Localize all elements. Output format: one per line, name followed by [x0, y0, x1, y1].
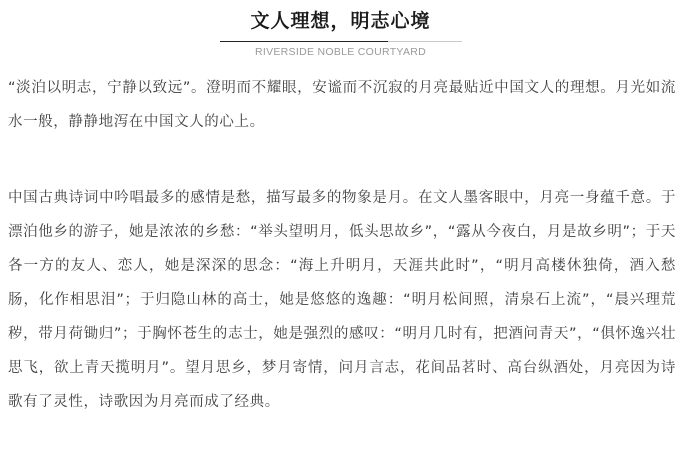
- title-divider-dark-segment: [220, 41, 388, 42]
- article-title: 文人理想，明志心境: [250, 10, 431, 32]
- title-divider: [220, 41, 462, 42]
- title-divider-light-segment: [388, 41, 462, 42]
- article-paragraph-intro: “淡泊以明志，宁静以致远”。澄明而不耀眼，安谧而不沉寂的月亮最贴近中国文人的理想。月光如流水一般，静静地泻在中国文人的心上。: [8, 80, 676, 130]
- article-header: [0, 0, 681, 62]
- article-subtitle: RIVERSIDE NOBLE COURTYARD: [254, 46, 427, 58]
- article-paragraph-body: 中国古典诗词中吟唱最多的感情是愁，描写最多的物象是月。在文人墨客眼中，月亮一身蕴千意。于漂泊他乡的游子，她是浓浓的乡愁：“举头望明月，低头思故乡”，“露从今夜白，月是故乡明”；于天各一方的友人、恋人，她是深深的思念：“海上升明月，天涯共此时”，“明月高楼休独倚，酒入愁肠，化作相思泪”；于归隐山林的高士，她是悠悠的逸趣：“明月松间照，清泉石上流”，“晨兴理荒秽，带月荷锄归”；于胸怀苍生的志士，她是强烈的感叹：“明月几时有，把酒问青天”，“俱怀逸兴壮思飞，欲上青天揽明月”。望月思乡，梦月寄情，问月言志，花间品茗时、高台纵酒处，月亮因为诗歌有了灵性，诗歌因为月亮而成了经典。: [8, 190, 676, 410]
